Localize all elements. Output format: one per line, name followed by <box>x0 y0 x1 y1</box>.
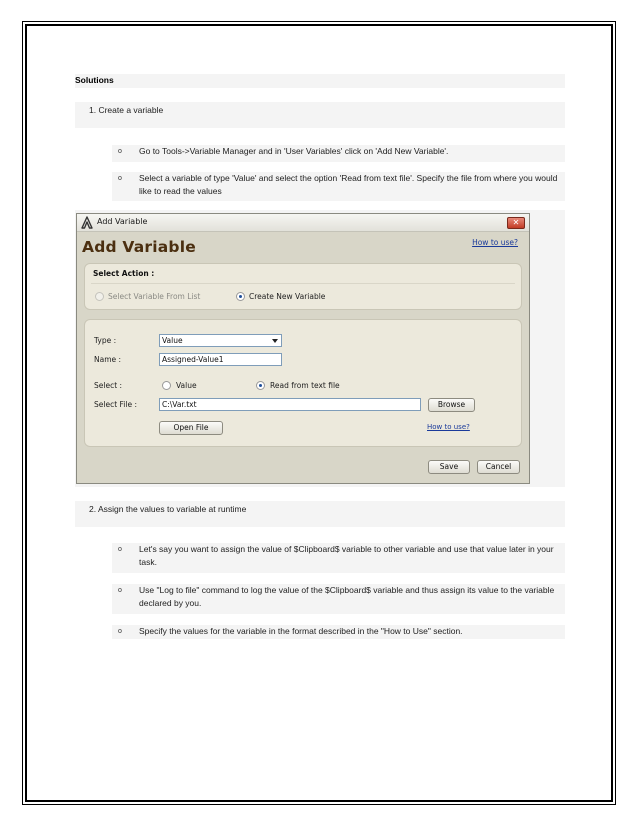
window-title: Add Variable <box>97 217 148 226</box>
name-input[interactable]: Assigned-Value1 <box>159 353 282 366</box>
step-2: 2. Assign the values to variable at runtime <box>75 501 565 527</box>
list-item-text: Go to Tools->Variable Manager and in 'User Variables' click on 'Add New Variable'. <box>139 146 449 156</box>
list-item <box>112 145 565 162</box>
select-from-list-radio[interactable] <box>95 292 104 301</box>
variable-form-panel <box>84 319 522 447</box>
select-file-label: Select File : <box>94 400 137 409</box>
dialog-heading: Add Variable <box>82 238 196 256</box>
dialog-titlebar[interactable] <box>77 214 529 232</box>
create-new-variable-radio[interactable] <box>236 292 245 301</box>
bullet-icon: o <box>118 175 122 182</box>
list-item <box>112 172 565 201</box>
browse-button[interactable]: Browse <box>428 398 475 412</box>
save-button[interactable]: Save <box>428 460 470 474</box>
list-item <box>112 584 565 614</box>
divider <box>91 283 515 284</box>
open-file-button[interactable]: Open File <box>159 421 223 435</box>
select-from-list-label: Select Variable From List <box>108 292 201 301</box>
type-select[interactable] <box>159 334 282 347</box>
select-label: Select : <box>94 381 123 390</box>
list-item-text: Select a variable of type 'Value' and select the option 'Read from text file'. Specify the file from where you would like to read the values <box>139 173 558 196</box>
list-item-text: Use "Log to file" command to log the value of the $Clipboard$ variable and thus assign its value to the variable declared by you. <box>139 585 555 608</box>
chevron-down-icon <box>272 339 278 343</box>
type-label: Type : <box>94 336 117 345</box>
select-action-title: Select Action : <box>93 269 155 278</box>
cancel-button[interactable]: Cancel <box>477 460 520 474</box>
bullet-icon: o <box>118 628 122 635</box>
add-variable-dialog <box>76 213 530 484</box>
value-radio[interactable] <box>162 381 171 390</box>
automation-anywhere-logo-icon <box>81 216 93 229</box>
file-path-input[interactable]: C:\Var.txt <box>159 398 421 411</box>
name-label: Name : <box>94 355 122 364</box>
list-item <box>112 625 565 639</box>
value-option-label: Value <box>176 381 197 390</box>
close-button[interactable] <box>507 217 525 229</box>
step-1: 1. Create a variable <box>75 102 565 128</box>
bullet-icon: o <box>118 546 122 553</box>
list-item-text: Let's say you want to assign the value of $Clipboard$ variable to other variable and use that value later in your task. <box>139 544 554 567</box>
type-select-value: Value <box>162 336 183 345</box>
create-new-variable-label: Create New Variable <box>249 292 326 301</box>
bullet-icon: o <box>118 587 122 594</box>
section-heading: Solutions <box>75 74 565 88</box>
close-icon: ✕ <box>512 218 520 227</box>
list-item-text: Specify the values for the variable in the format described in the "How to Use" section. <box>139 626 463 636</box>
select-action-panel <box>84 263 522 310</box>
bullet-icon: o <box>118 148 122 155</box>
how-to-use-link[interactable]: How to use? <box>472 238 518 247</box>
read-from-text-file-label: Read from text file <box>270 381 340 390</box>
read-from-text-file-radio[interactable] <box>256 381 265 390</box>
how-to-use-link[interactable]: How to use? <box>427 423 470 431</box>
list-item <box>112 543 565 573</box>
